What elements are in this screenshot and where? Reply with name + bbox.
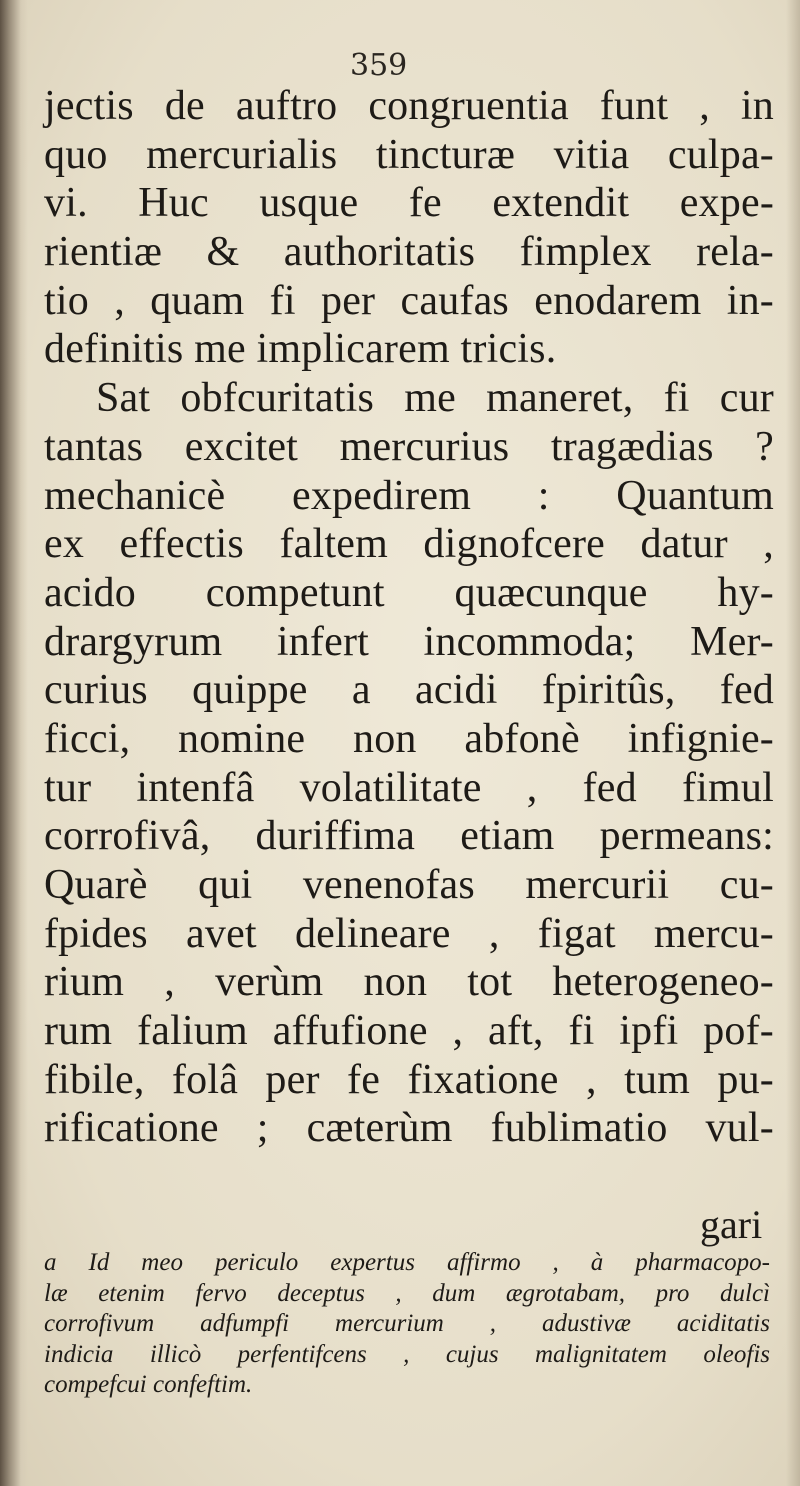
text-line: rum falium affufione , aft, fi ipfi pof- [44, 1008, 774, 1055]
text-line: Sat obfcuritatis me maneret, fi cur [96, 375, 774, 422]
text-line: tur intenfâ volatilitate , fed fimul [44, 764, 774, 811]
text-line: drargyrum infert incommoda; Mer- [44, 618, 774, 665]
page-binding-shadow [0, 0, 28, 1486]
text-line: vi. Huc usque fe extendit expe- [44, 180, 774, 227]
text-line: corrofivâ, duriffima etiam permeans: [44, 813, 774, 860]
text-line: definitis me implicarem tricis. [44, 326, 557, 373]
footnote [44, 1248, 770, 1401]
footnote-line: indicia illicò perfentifcens , cujus malignitatem oleofis [44, 1340, 770, 1368]
text-line: quo mercurialis tincturæ vitia culpa- [44, 131, 774, 178]
catchword: gari [700, 1202, 763, 1247]
page-edge-shadow [786, 0, 800, 1486]
text-line: Quarè qui venenofas mercurii cu- [44, 862, 774, 908]
footnote-line: corrofivum adfumpfi mercurium , adustivæ aciditatis [44, 1310, 770, 1337]
text-line: acido competunt quæcunque hy- [44, 569, 774, 616]
text-line: fibile, folâ per fe fixatione , tum pu- [44, 1056, 774, 1103]
text-line: ex effectis faltem dignofcere datur , [44, 521, 774, 568]
text-line: rium , verùm non tot heterogeneo- [44, 959, 774, 1006]
text-line: mechanicè expedirem : Quantum [44, 472, 774, 519]
footnote-line: a Id meo periculo expertus affirmo , à pharmacopo- [44, 1249, 770, 1276]
text-line: rificatione ; cæterùm fublimatio vul- [44, 1105, 774, 1152]
text-line: rientiæ & authoritatis fimplex rela- [44, 229, 774, 276]
text-line: ficci, nomine non abfonè infignie- [44, 715, 774, 762]
text-line: tio , quam fi per caufas enodarem in- [44, 277, 774, 324]
page-number: 359 [350, 48, 408, 83]
text-line: jectis de auftro congruentia funt , in [44, 83, 774, 129]
text-line: fpides avet delineare , figat mercu- [44, 910, 774, 957]
text-line: tantas excitet mercurius tragædias ? [44, 423, 774, 470]
footnote-line: læ etenim fervo deceptus , dum ægrotabam, pro dulcì [44, 1279, 770, 1307]
main-text [44, 82, 774, 1153]
footnote-line: compefcui confeftim. [44, 1371, 253, 1398]
text-line: curius quippe a acidi fpiritûs, fed [44, 667, 774, 714]
